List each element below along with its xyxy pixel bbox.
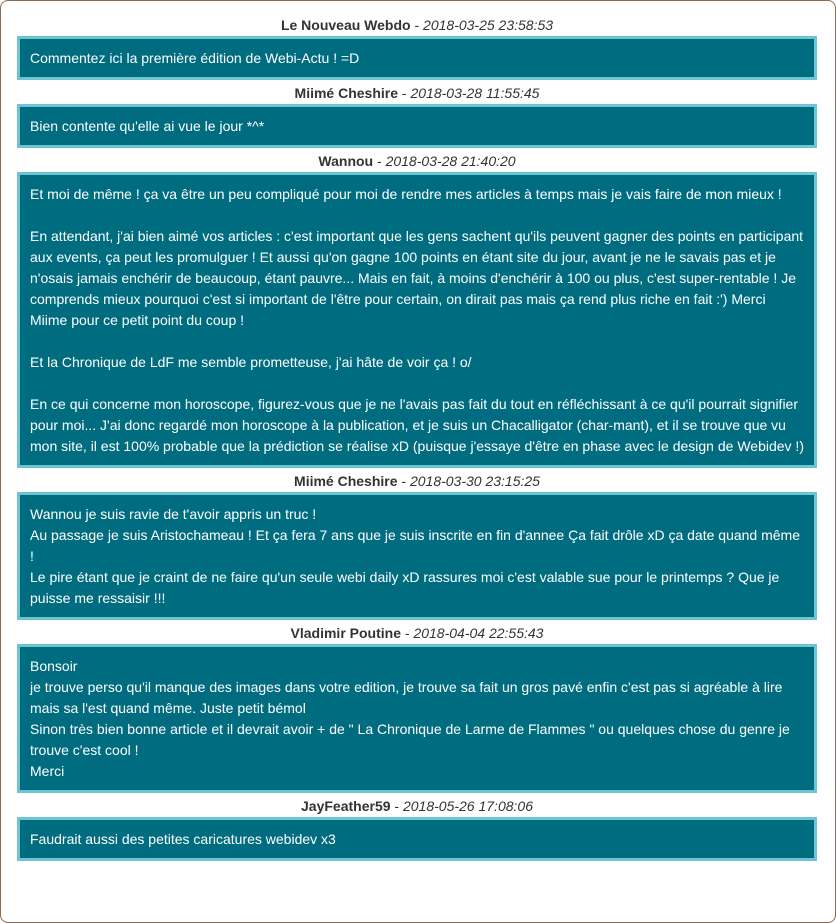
comment xyxy=(17,796,817,861)
comment-separator: - xyxy=(390,798,403,814)
comment-header xyxy=(17,623,817,644)
comment-list xyxy=(17,15,817,864)
comment xyxy=(17,471,817,620)
comment-date: 2018-03-30 23:15:25 xyxy=(409,473,540,489)
comment-body: Bien contente qu'elle ai vue le jour *^* xyxy=(17,104,817,148)
comment-date: 2018-03-28 11:55:45 xyxy=(410,85,540,101)
comment-separator: - xyxy=(397,473,410,489)
comment-separator: - xyxy=(398,85,411,101)
comment-header xyxy=(17,83,817,104)
comment-author: Wannou xyxy=(318,153,374,169)
comment-body: Bonsoir je trouve perso qu'il manque des images dans votre edition, je trouve sa fait un gros pavé enfin c'est pas si agréable à lire mais sa l'est quand même. Juste petit bémol Sinon très bien bonne article et il devrait avoir + de " La Chronique de Larme de Flammes " ou quelques chose du genre je trouve c'est cool ! Merci xyxy=(17,644,817,793)
comment-author: Miimé Cheshire xyxy=(294,85,399,101)
comment-author: Miimé Cheshire xyxy=(294,473,398,489)
comment xyxy=(17,15,817,80)
comment-header xyxy=(17,471,817,492)
comment-separator: - xyxy=(401,625,414,641)
comment-author: JayFeather59 xyxy=(301,798,391,814)
comment-date: 2018-03-28 21:40:20 xyxy=(385,153,516,169)
comment xyxy=(17,151,817,468)
comment-date: 2018-03-25 23:58:53 xyxy=(423,17,554,33)
comment-header xyxy=(17,151,817,172)
comment-separator: - xyxy=(410,17,424,33)
comment-body: Et moi de même ! ça va être un peu compliqué pour moi de rendre mes articles à temps mais je vais faire de mon mieux ! En attendant, j'ai bien aimé vos articles : c'est important que les gens sachent qu'ils peuvent gagner des points en participant aux events, ça peut les promulguer ! Et aussi qu'on gagne 100 points en étant site du jour, avant je ne le savais pas et je n'osais jamais enchérir de beaucoup, étant pauvre... Mais en fait, à moins d'enchérir à 100 ou plus, c'est super-rentable ! Je comprends mieux pourquoi c'est si important de l'être pour certain, on dirait pas mais ça rend plus riche en fait :') Merci Miime pour ce petit point du coup ! Et la Chronique de LdF me semble prometteuse, j'ai hâte de voir ça ! o/ En ce qui concerne mon horoscope, figurez-vous que je ne l'avais pas fait du tout en réfléchissant à ce qu'il pourrait signifier pour moi... J'ai donc regardé mon horoscope à la publication, et je suis un Chacalligator (char-mant), et il se trouve que vu mon site, il est 100% probable que la prédiction se réalise xD (puisque j'essaye d'être en phase avec le design de Webidev !) xyxy=(17,172,817,468)
comment-date: 2018-05-26 17:08:06 xyxy=(402,798,533,814)
comment-author: Le Nouveau Webdo xyxy=(280,17,411,33)
comment-body: Wannou je suis ravie de t'avoir appris un truc ! Au passage je suis Aristochameau ! Et ça fera 7 ans que je suis inscrite en fin d'annee Ça fait drôle xD ça date quand même ! Le pire étant que je craint de ne faire qu'un seule webi daily xD rassures moi c'est valable sue pour le printemps ? Que je puisse me ressaisir !!! xyxy=(17,492,817,620)
comment xyxy=(17,623,817,793)
comment-separator: - xyxy=(373,153,386,169)
comment-author: Vladimir Poutine xyxy=(290,625,401,641)
comment-body: Commentez ici la première édition de Webi-Actu ! =D xyxy=(17,36,817,80)
comment-body: Faudrait aussi des petites caricatures webidev x3 xyxy=(17,817,817,861)
comment xyxy=(17,83,817,148)
comment-header xyxy=(17,15,817,36)
comment-header xyxy=(17,796,817,817)
comment-date: 2018-04-04 22:55:43 xyxy=(413,625,544,641)
